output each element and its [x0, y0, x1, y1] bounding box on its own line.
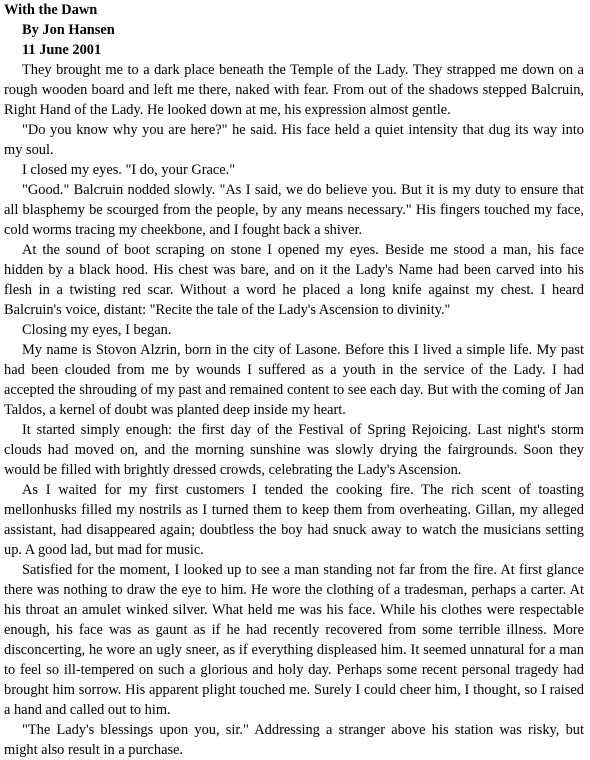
document-page	[4, 0, 584, 760]
paragraph-2: "Do you know why you are here?" he said. His face held a quiet intensity that dug its way into my soul.	[4, 122, 584, 158]
date-line: 11 June 2001	[22, 42, 102, 58]
paragraph-4: "Good." Balcruin nodded slowly. "As I said, we do believe you. But it is my duty to ensure that all blasphemy be scourged from the people, by any means necessary." His fingers touched my face, cold worms tracing my cheekbone, and I fought back a shiver.	[4, 182, 584, 238]
paragraph-10: Satisfied for the moment, I looked up to see a man standing not far from the fire. At first glance there was nothing to draw the eye to him. He wore the clothing of a tradesman, perhaps a carter. At his throat an amulet winked silver. What held me was his face. While his clothes were respectable enough, his face was as gaunt as if he had recently recovered from some terrible illness. More disconcerting, he wore an ugly sneer, as if everything displeased him. It seemed unnatural for a man to feel so ill-tempered on such a glorious and holy day. Perhaps some recent personal tragedy had brought him sorrow. His apparent plight touched me. Surely I could cheer him, I thought, so I raised a hand and called out to him.	[4, 562, 584, 718]
paragraph-7: My name is Stovon Alzrin, born in the city of Lasone. Before this I lived a simple life. My past had been clouded from me by wounds I suffered as a youth in the service of the Lady. I had accepted the shrouding of my past and remained content to see each day. But with the coming of Jan Taldos, a kernel of doubt was planted deep inside my heart.	[4, 342, 584, 418]
author-line: By Jon Hansen	[22, 22, 115, 38]
paragraph-5: At the sound of boot scraping on stone I opened my eyes. Beside me stood a man, his face hidden by a black hood. His chest was bare, and on it the Lady's Name had been carved into his flesh in a twisting red scar. Without a word he placed a long knife against my chest. I heard Balcruin's voice, distant: "Recite the tale of the Lady's Ascension to divinity."	[4, 242, 584, 318]
paragraph-8: It started simply enough: the first day of the Festival of Spring Rejoicing. Last night's storm clouds had moved on, and the morning sunshine was slowly drying the fairgrounds. Soon they would be filled with brightly dressed crowds, celebrating the Lady's Ascension.	[4, 422, 584, 478]
document-title: With the Dawn	[4, 2, 98, 18]
paragraph-11: "The Lady's blessings upon you, sir." Addressing a stranger above his station was risky, but might also result in a purchase.	[4, 722, 584, 758]
paragraph-1: They brought me to a dark place beneath the Temple of the Lady. They strapped me down on a rough wooden board and left me there, naked with fear. From out of the shadows stepped Balcruin, Right Hand of the Lady. He looked down at me, his expression almost gentle.	[4, 62, 584, 118]
paragraph-3: I closed my eyes. "I do, your Grace."	[22, 162, 236, 178]
paragraph-9: As I waited for my first customers I tended the cooking fire. The rich scent of toasting mellonhusks filled my nostrils as I turned them to keep them from overheating. Gillan, my alleged assistant, had disappeared again; doubtless the boy had snuck away to watch the musicians setting up. A good lad, but mad for music.	[4, 482, 584, 558]
paragraph-6: Closing my eyes, I began.	[22, 322, 172, 338]
